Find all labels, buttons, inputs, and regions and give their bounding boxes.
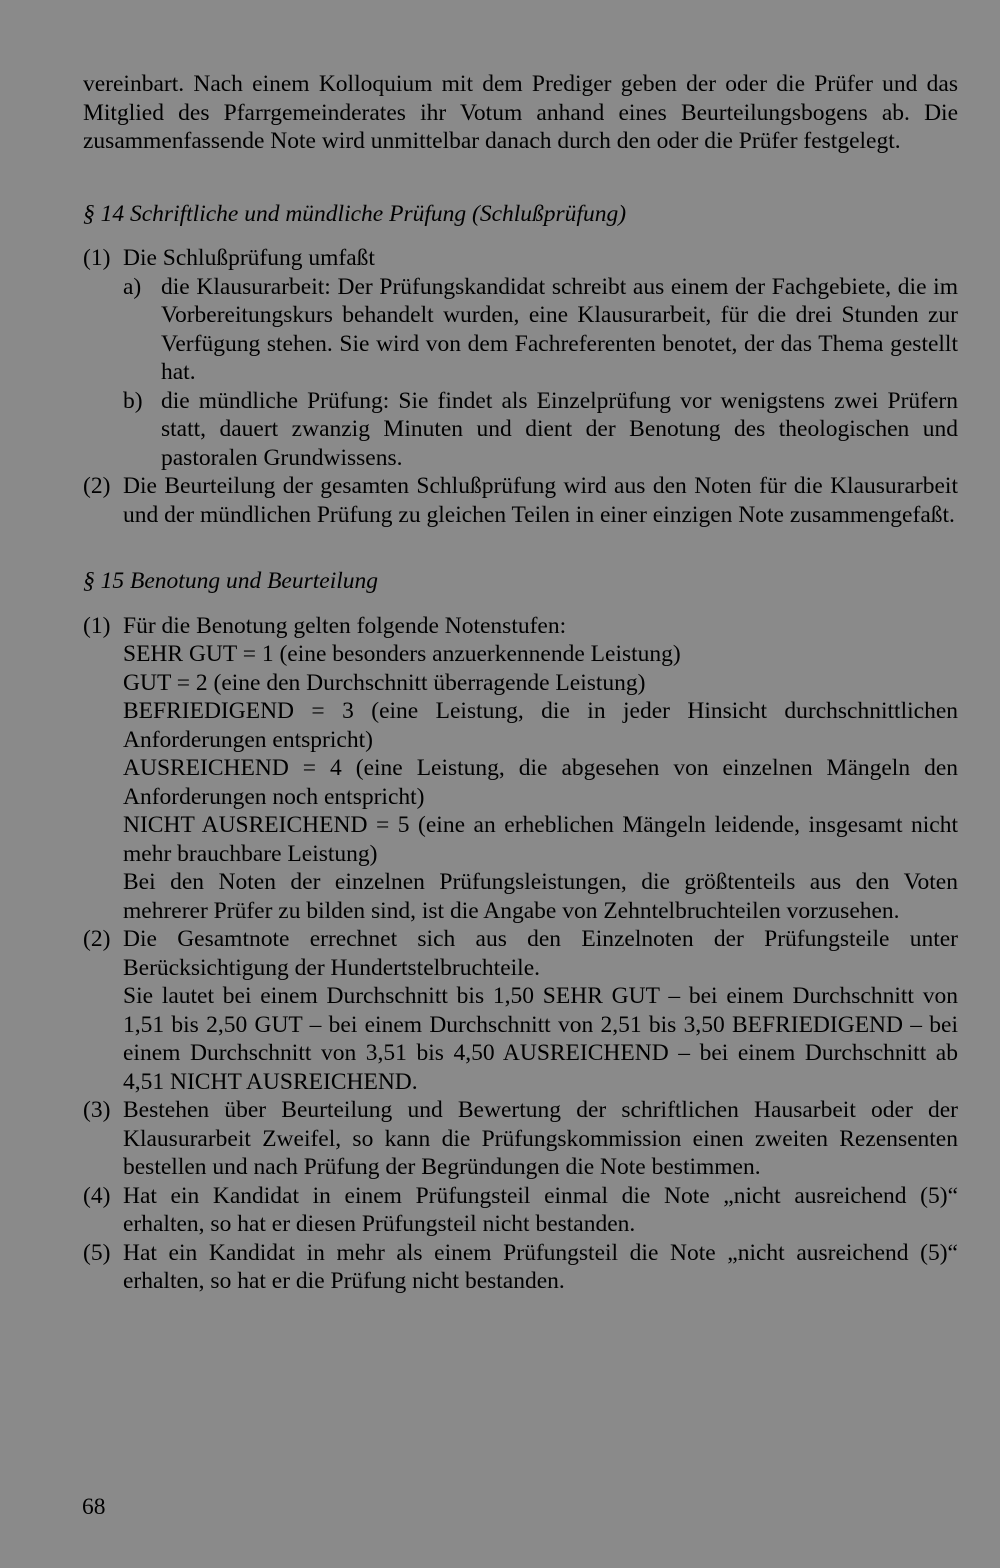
s14-item-a	[123, 273, 958, 387]
section-14-heading: § 14 Schriftliche und mündliche Prüfung (Schlußprüfung)	[83, 200, 627, 227]
paragraph-text: Hat ein Kandidat in mehr als einem Prüfungsteil die Note „nicht ausreichend (5)“ erhalten, so hat er die Prüfung nicht bestanden.	[123, 1239, 958, 1294]
paragraph-number: (2)	[83, 926, 111, 952]
paragraph-text: Hat ein Kandidat in einem Prüfungsteil einmal die Note „nicht ausreichend (5)“ erhalten, so hat er diesen Prüfungsteil nicht bestanden.	[123, 1182, 958, 1237]
item-text: die mündliche Prüfung: Sie findet als Einzelprüfung vor wenigstens zwei Prüfern statt, dauert zwanzig Minuten und dient der Benotung des theologischen und pastoralen Grundwissens.	[161, 387, 958, 471]
grade-level: SEHR GUT = 1 (eine besonders anzuerkennende Leistung)	[123, 641, 681, 667]
paragraph-text: Die Gesamtnote errechnet sich aus den Einzelnoten der Prüfungsteile unter Berücksichtigung der Hundertstelbruchteile.	[123, 926, 958, 981]
paragraph-number: (1)	[83, 245, 111, 271]
grade-level: GUT = 2 (eine den Durchschnitt überragende Leistung)	[123, 669, 646, 696]
paragraph-lead: Die Schlußprüfung umfaßt	[123, 245, 375, 271]
paragraph-text: Bestehen über Beurteilung und Bewertung der schriftlichen Hausarbeit oder der Klausurarbeit Zweifel, so kann die Prüfungskommission einen zweiten Rezensenten bestellen und nach Prüfung der Begründungen die Note bestimmen.	[123, 1097, 958, 1180]
s15-paragraph-1	[83, 612, 958, 926]
paragraph-number: (1)	[83, 612, 111, 639]
item-label: b)	[123, 387, 143, 414]
intro-paragraph: vereinbart. Nach einem Kolloquium mit dem Prediger geben der oder die Prüfer und das Mitglied des Pfarrgemeinderates ihr Votum anhand eines Beurteilungsbogens ab. Die zusammenfassende Note wird unmittelbar danach durch den oder die Prüfer festgelegt.	[83, 71, 958, 154]
grade-level: BEFRIEDIGEND = 3 (eine Leistung, die in jeder Hinsicht durchschnittlichen Anforderungen entspricht)	[123, 698, 958, 753]
paragraph-number: (4)	[83, 1182, 111, 1209]
paragraph-number: (5)	[83, 1239, 111, 1266]
s15-paragraph-4	[83, 1182, 958, 1239]
grade-level: NICHT AUSREICHEND = 5 (eine an erheblichen Mängeln leidende, insgesamt nicht mehr brauchbare Leistung)	[123, 812, 958, 867]
paragraph-text: Sie lautet bei einem Durchschnitt bis 1,50 SEHR GUT – bei einem Durchschnitt von 1,51 bis 2,50 GUT – bei einem Durchschnitt von 2,51 bis 3,50 BEFRIEDIGEND – bei einem Durchschnitt von 3,51 bis 4,50 AUSREICHEND – bei einem Durchschnitt ab 4,51 NICHT AUSREICHEND.	[123, 983, 958, 1095]
paragraph-number: (3)	[83, 1097, 111, 1123]
paragraph-lead: Für die Benotung gelten folgende Notenstufen:	[123, 612, 567, 639]
page-number: 68	[82, 1494, 106, 1520]
paragraph-text: Die Beurteilung der gesamten Schlußprüfung wird aus den Noten für die Klausurarbeit und der mündlichen Prüfung zu gleichen Teilen in einer einzigen Note zusammengefaßt.	[123, 473, 958, 528]
s15-paragraph-3	[83, 1096, 958, 1182]
page-content	[83, 70, 958, 1296]
s15-paragraph-2	[83, 925, 958, 1096]
s14-item-b	[123, 387, 958, 473]
item-text: die Klausurarbeit: Der Prüfungskandidat schreibt aus einem der Fachgebiete, die im Vorbereitungskurs behandelt wurden, eine Klausurarbeit, für die drei Stunden zur Verfügung stehen. Sie wird von dem Fachreferenten benotet, der das Thema gestellt hat.	[161, 273, 958, 385]
item-label: a)	[123, 273, 142, 300]
s14-paragraph-1	[83, 244, 958, 472]
s14-paragraph-2	[83, 472, 958, 529]
grade-level: AUSREICHEND = 4 (eine Leistung, die abgesehen von einzelnen Mängeln den Anforderungen noch entspricht)	[123, 755, 958, 810]
section-15-heading: § 15 Benotung und Beurteilung	[83, 568, 379, 594]
s15-paragraph-5	[83, 1239, 958, 1296]
grade-note: Bei den Noten der einzelnen Prüfungsleistungen, die größtenteils aus den Voten mehrerer Prüfer zu bilden sind, ist die Angabe von Zehntelbruchteilen vorzusehen.	[123, 869, 958, 924]
paragraph-number: (2)	[83, 473, 111, 499]
